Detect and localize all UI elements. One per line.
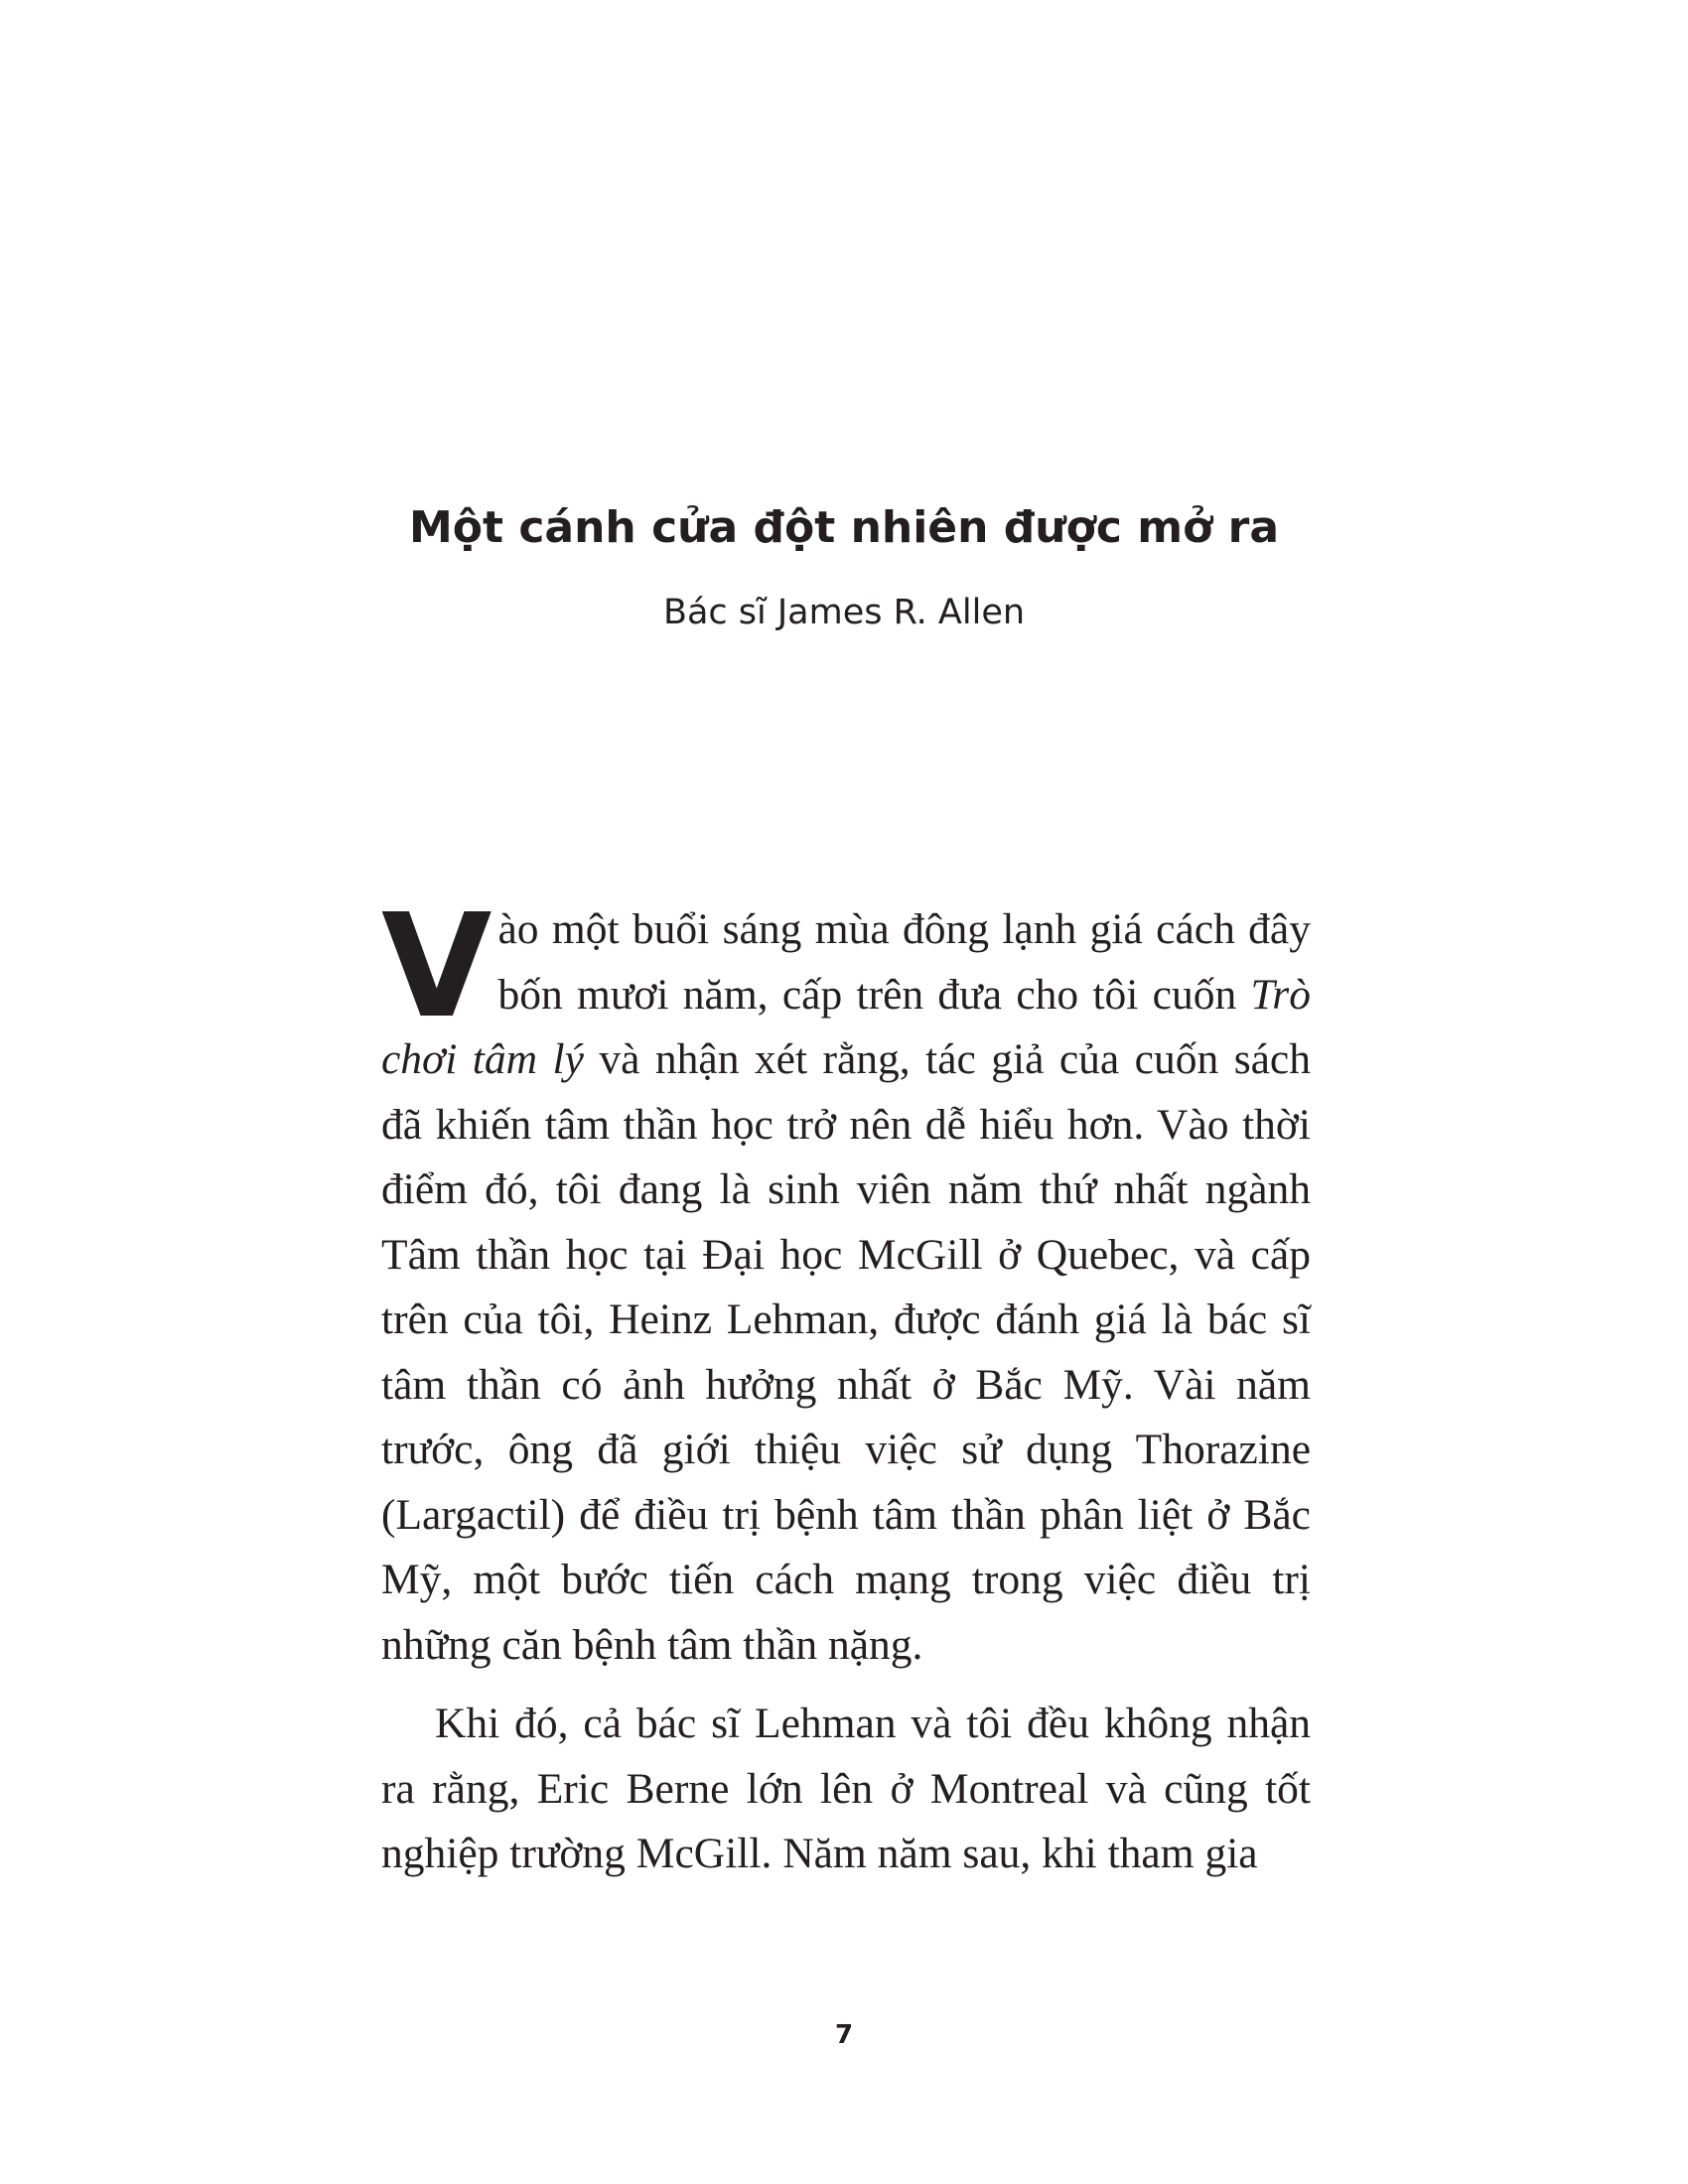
paragraph-1-text-end: và nhận xét rằng, tác giả của cuốn sách đã khiến tâm thần học trở nên dễ hiểu hơn. Vào thời điểm đó, tôi đang là sinh viên năm thứ nhất ngành Tâm thần học tại Đại học McGill ở Quebec, và cấp trên của tôi, Heinz Lehman, được đánh giá là bác sĩ tâm thần có ảnh hưởng nhất ở Bắc Mỹ. Vài năm trước, ông đã giới thiệu việc sử dụng Thorazine (Largactil) để điều trị bệnh tâm thần phân liệt ở Bắc Mỹ, một bước tiến cách mạng trong việc điều trị những căn bệnh tâm thần nặng. [381,1035,1311,1669]
book-title: Trò chơi tâm lý [381,970,1311,1083]
page-number: 7 [834,2020,854,2050]
drop-cap: V [381,883,492,1049]
paragraph-1 [381,883,1311,1678]
chapter-title: Một cánh cửa đột nhiên được mở ra [408,502,1280,553]
body-text [381,883,1311,1887]
paragraph-2: Khi đó, cả bác sĩ Lehman và tôi đều không nhận ra rằng, Eric Berne lớn lên ở Montreal và cũng tốt nghiệp trường McGill. Năm năm sau, khi tham gia [381,1700,1311,1877]
paragraph-1-text-start: ào một buổi sáng mùa đông lạnh giá cách đây bốn mươi năm, cấp trên đưa cho tôi cuốn [497,905,1311,1019]
chapter-author: Bác sĩ James R. Allen [662,593,1026,632]
